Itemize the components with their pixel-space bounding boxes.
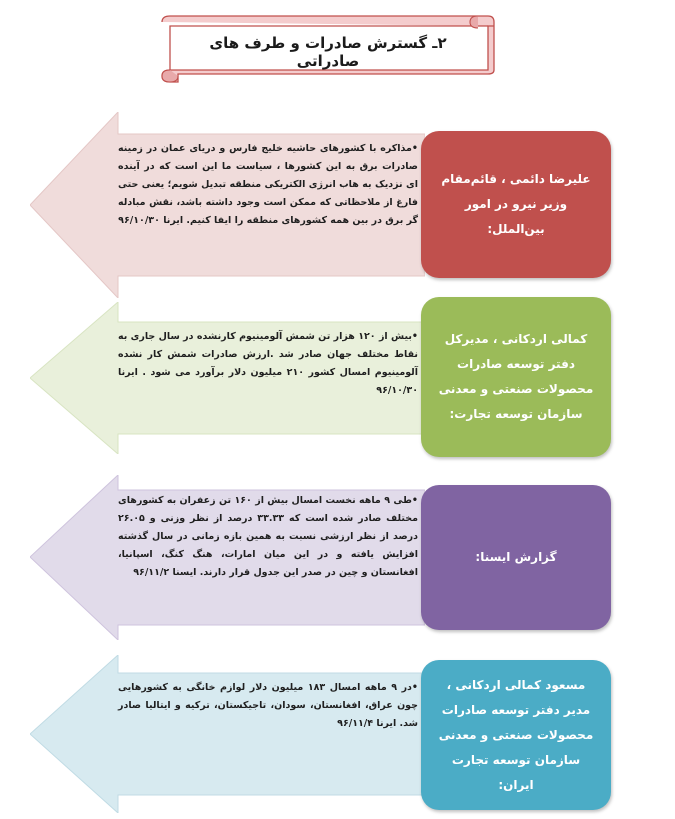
source-box-2: کمالی اردکانی ، مدیرکل دفتر توسعه صادرات محصولات صنعتی و معدنی سازمان توسعه تجارت: (421, 297, 611, 457)
arrow-text-2: •بیش از ۱۲۰ هزار تن شمش آلومینیوم کارنشده در سال جاری به نقاط مختلف جهان صادر شد .ارزش صادرات شمش کار نشده آلومینیوم امسال کشور ۲۱۰ میلیون دلار برآورد می شود . ایرنا ۹۶/۱۰/۳۰ (118, 331, 418, 396)
source-box-1: علیرضا دائمی ، قائم‌مقام وزیر نیرو در امور بین‌الملل: (421, 131, 611, 278)
page-title: ۲ـ گسترش صادرات و طرف های صادراتی (209, 34, 447, 70)
content-arrow-2 (30, 302, 425, 454)
source-box-3: گزارش ایسنا: (421, 485, 611, 630)
content-arrow-1 (30, 112, 425, 298)
source-box-4: مسعود کمالی اردکانی ، مدیر دفتر توسعه صادرات محصولات صنعتی و معدنی سازمان توسعه تجارت ایران: (421, 660, 611, 810)
title-banner (158, 14, 498, 74)
content-arrow-3 (30, 475, 425, 640)
arrow-text-3: •طی ۹ ماهه نخست امسال بیش از ۱۶۰ تن زعفران به کشورهای مختلف صادر شده است که ۳۳.۳۳ درصد از نظر وزنی و ۲۶.۰۵ درصد از نظر ارزشی نسبت به همین بازه زمانی در سال گذشته افزایش یافته و در این میان امارات، هنگ کنگ، اسپانیا، افغانستان و چین در صدر این جدول قرار دارند. ایسنا ۹۶/۱۱/۲ (118, 495, 418, 578)
content-arrow-4 (30, 655, 425, 813)
arrow-text-4: •در ۹ ماهه امسال ۱۸۳ میلیون دلار لوازم خانگی به کشورهایی چون عراق، افغانستان، سودان، تاجیکستان، ترکیه و ایتالیا صادر شد. ایرنا ۹۶/۱۱/۴ (118, 682, 418, 729)
arrow-text-1: •مذاکره با کشورهای حاشیه خلیج فارس و دریای عمان در زمینه صادرات برق به این کشورها ، سیاست ما این است که در آینده ای نزدیک به هاب انرژی الکتریکی منطقه تبدیل شویم؛ یعنی حتی فارغ از ملاحظاتی که ممکن است وجود داشته باشد، نقش مبادله گر برق در بین همه کشورهای منطقه را ایفا کنیم. ایرنا ۹۶/۱۰/۳۰ (118, 143, 418, 226)
